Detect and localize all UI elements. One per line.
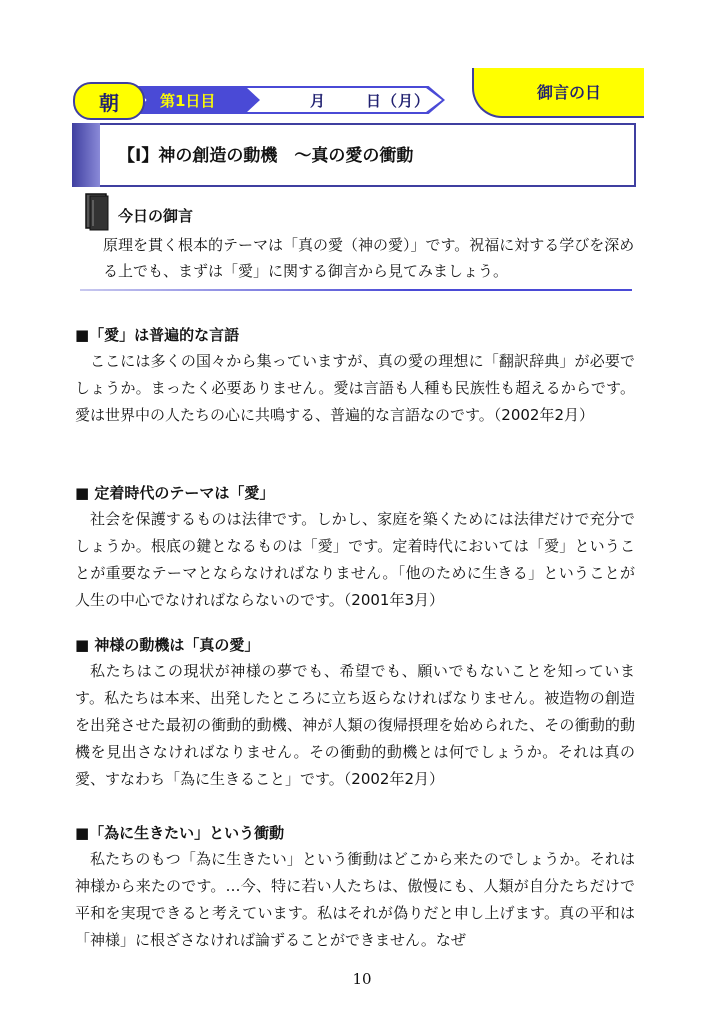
section-text: 私たちのもつ「為に生きたい」という衝動はどこから来たのでしょうか。それは神様から来たのです。…今、特に若い人たちは、傲慢にも、人類が自分たちだけで平和を実現できると考えています。私はそれが偽りだと申し上げます。真の平和は「神様」に根ざさなければ論ずることができません。なぜ	[75, 850, 635, 949]
section-title: ■「愛」は普遍的な言語	[75, 326, 240, 344]
section-body	[75, 506, 635, 614]
section-text: ここには多くの国々から集っていますが、真の愛の理想に「翻訳辞典」が必要でしょうか。まったく必要ありません。愛は言語も人種も民族性も超えるからです。愛は世界中の人たちの心に共鳴する、普遍的な言語なのです。（2002年2月）	[75, 352, 635, 424]
section-body	[75, 846, 635, 954]
title-side-bar	[72, 123, 100, 187]
day-label: 第1日目	[160, 92, 216, 110]
section-title: ■ 定着時代のテーマは「愛」	[75, 484, 275, 502]
date-month: 月	[310, 92, 327, 110]
today-body: 原理を貫く根本的テーマは「真の愛（神の愛）」です。祝福に対する学びを深める上でも、まずは「愛」に関する御言から見てみましょう。	[103, 236, 635, 280]
section-title: ■「為に生きたい」という衝動	[75, 824, 285, 842]
page-title: 【Ⅰ】神の創造の動機 ～真の愛の衝動	[118, 146, 414, 166]
page-header	[0, 0, 724, 130]
section-text: 私たちはこの現状が神様の夢でも、希望でも、願いでもないことを知っています。私たちは本来、出発したところに立ち返らなければなりません。被造物の創造を出発させた最初の衝動的動機、神が人類の復帰摂理を始められた、その衝動的動機を見出さなければなりません。その衝動的動機とは何でしょうか。それは真の愛、すなわち「為に生きること」です。（2002年2月）	[75, 662, 635, 788]
mikoto-day-label: 御言の日	[537, 83, 602, 102]
page-number: 10	[352, 970, 372, 988]
section-title: ■ 神様の動機は「真の愛」	[75, 636, 260, 654]
section-body	[75, 348, 635, 429]
divider	[80, 289, 632, 291]
section-text: 社会を保護するものは法律です。しかし、家庭を築くためには法律だけで充分でしょうか。根底の鍵となるものは「愛」です。定着時代においては「愛」ということが重要なテーマとならなければなりません。「他のために生きる」ということが人生の中心でなければならないのです。（2001年3月）	[75, 510, 635, 609]
today-heading: 今日の御言	[118, 207, 194, 225]
date-label	[310, 90, 430, 111]
session-badge: 朝	[73, 82, 145, 120]
date-day: 日（月）	[366, 92, 431, 110]
book-icon	[84, 192, 110, 232]
section-body	[75, 658, 635, 793]
